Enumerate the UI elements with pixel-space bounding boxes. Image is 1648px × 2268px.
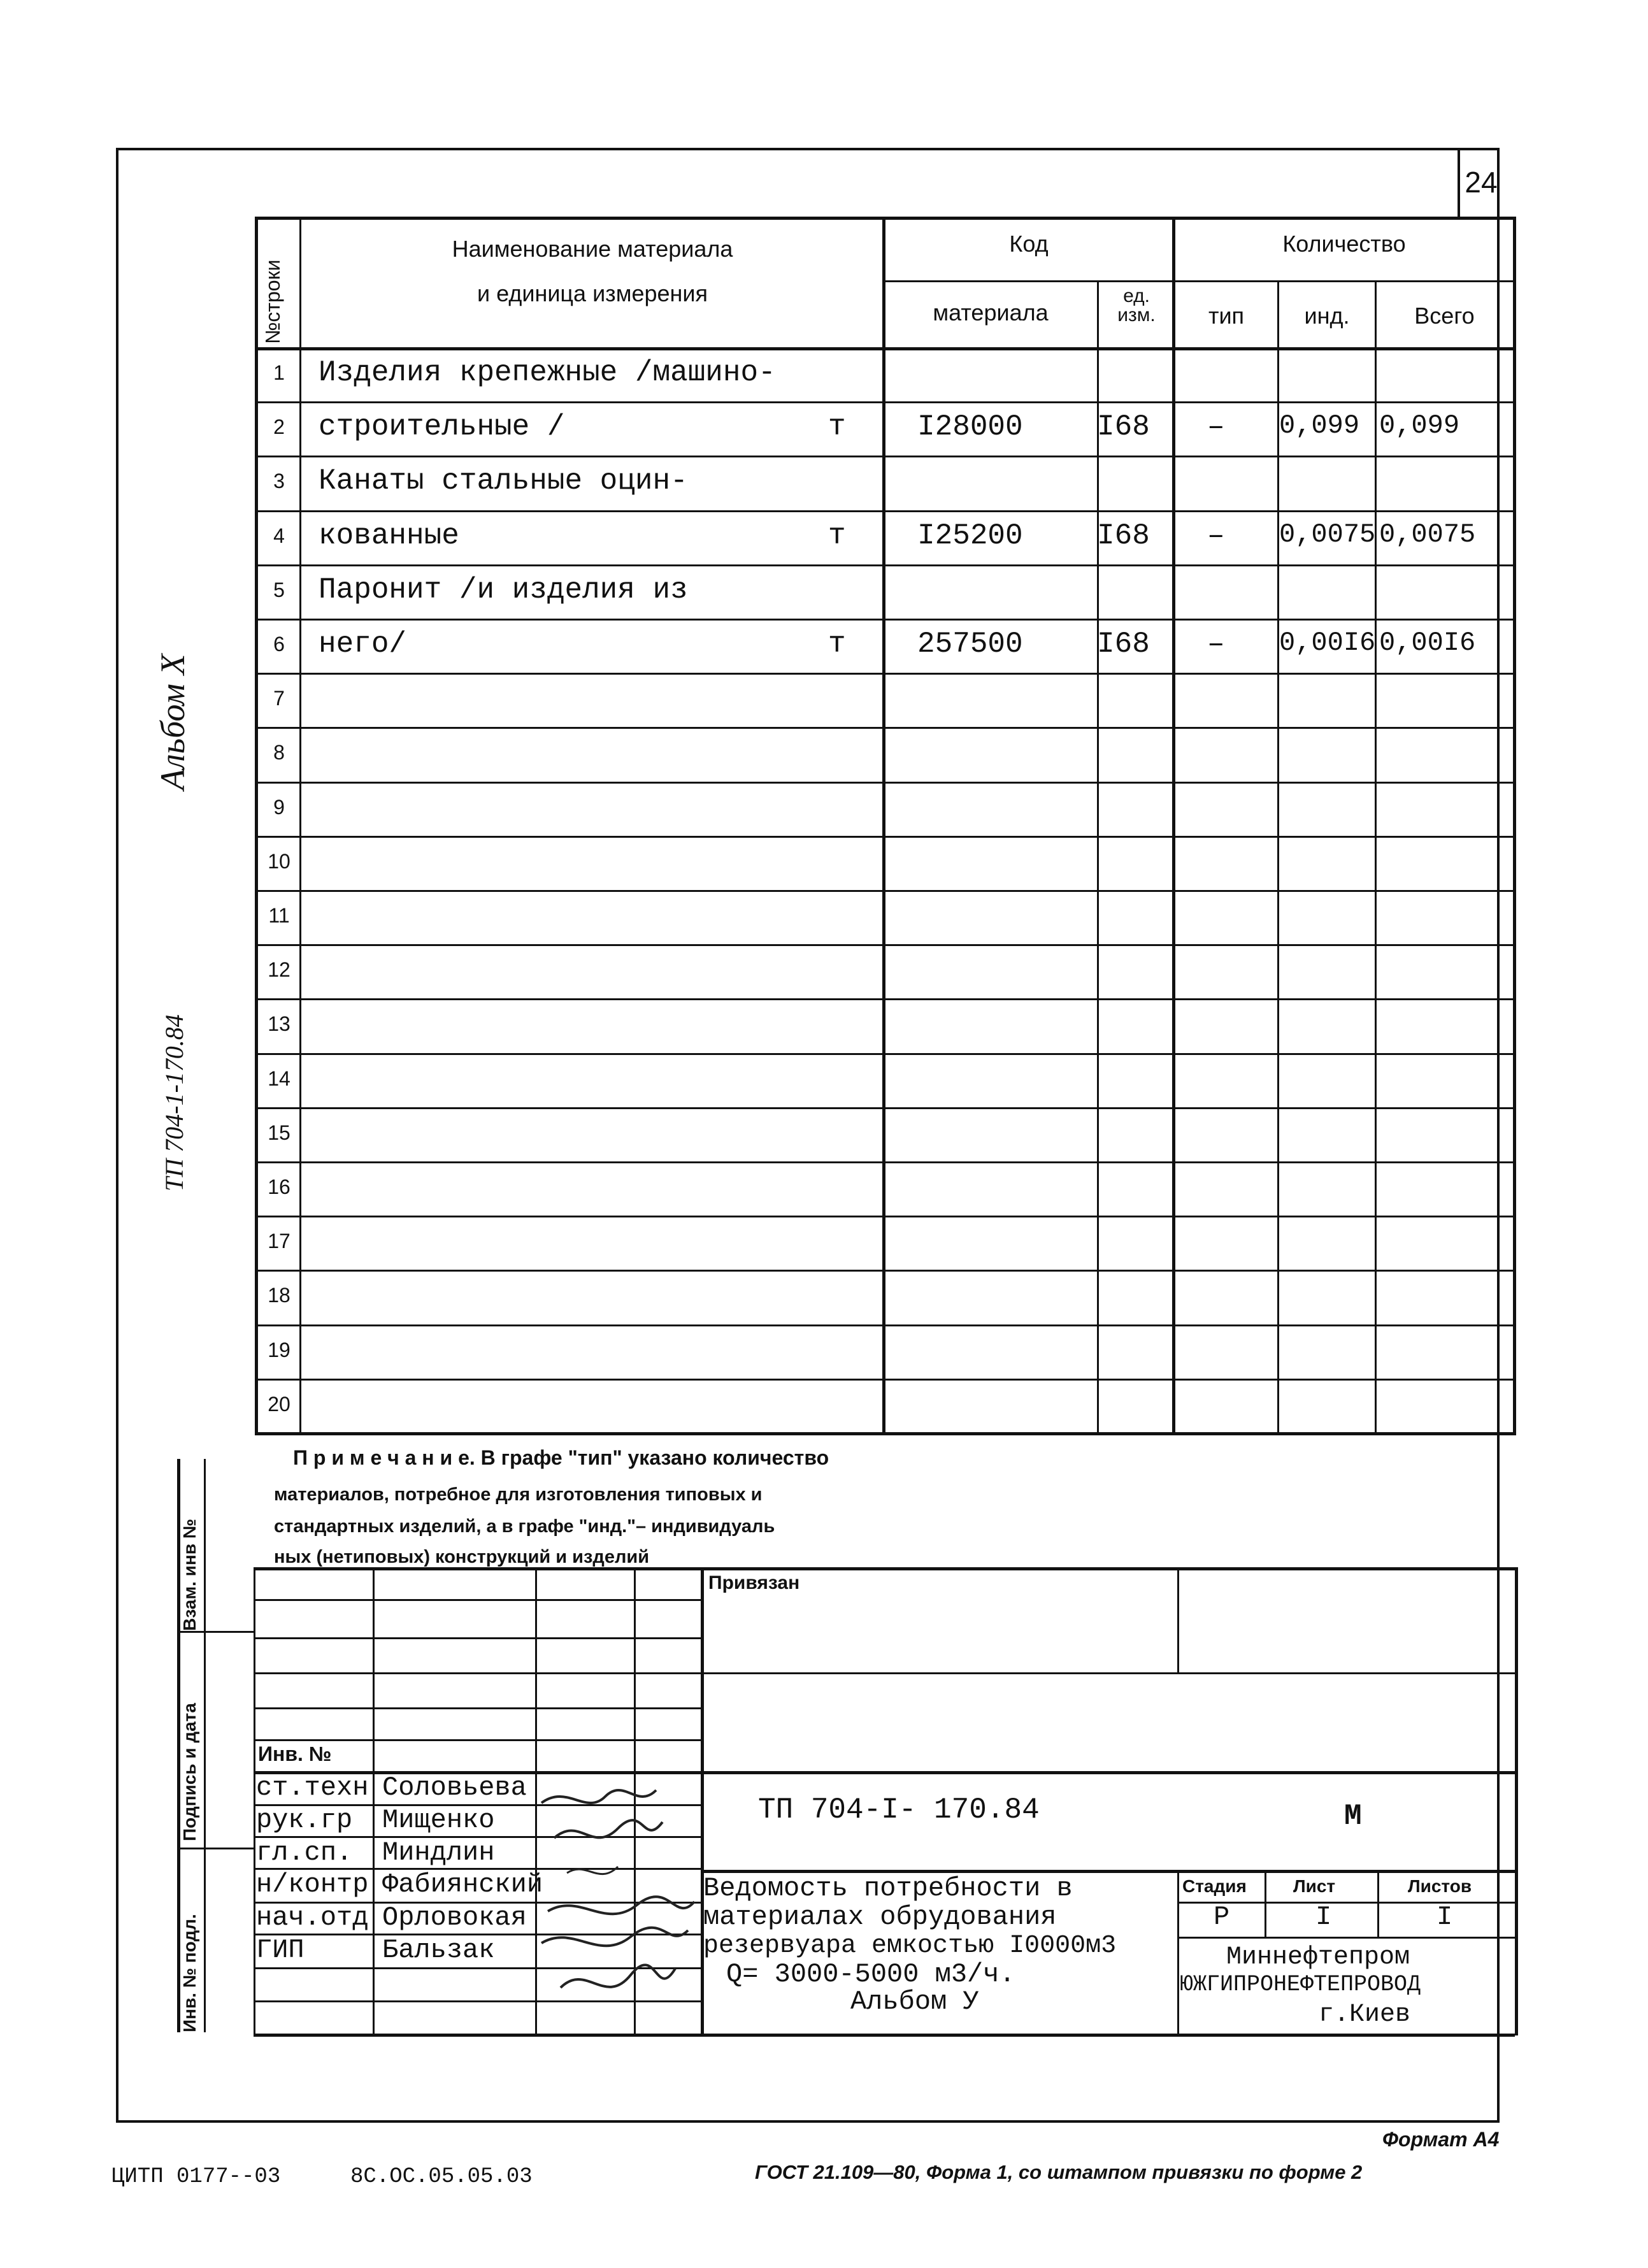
row-separator	[255, 998, 1515, 1000]
material-name: Изделия крепежные /машино-	[319, 356, 776, 389]
unit-code: I68	[1097, 519, 1150, 552]
material-unit: т	[828, 628, 846, 661]
org-line-3: г.Киев	[1319, 2000, 1411, 2029]
header-name-unit: и единица измерения	[476, 280, 708, 306]
row-number: 4	[273, 524, 285, 547]
row-number: 6	[273, 633, 285, 656]
header-code-material: материала	[933, 299, 1049, 326]
qty-ind: 0,0075	[1279, 519, 1376, 550]
material-name: Паронит /и изделия из	[319, 573, 688, 606]
doc-code: ТП 704-I- 170.84	[758, 1793, 1040, 1827]
signer-name: Фабиянский	[382, 1869, 543, 1900]
note-line-1: П р и м е ч а н и е. В графе "тип" указано количество	[293, 1446, 829, 1469]
sheet-value: I	[1315, 1902, 1332, 1932]
sheets-label: Листов	[1408, 1876, 1472, 1896]
title-line-2: материалах обрудования	[703, 1902, 1057, 1932]
qty-ind: 0,00I6	[1279, 628, 1376, 658]
signer-name: Мищенко	[382, 1805, 495, 1835]
material-unit: т	[828, 410, 846, 443]
signature-marks	[529, 1777, 707, 2032]
row-separator	[255, 619, 1515, 621]
stage-label: Стадия	[1182, 1876, 1247, 1896]
unit-code: I68	[1097, 410, 1150, 443]
signer-name: Соловьева	[382, 1772, 527, 1803]
row-separator	[255, 944, 1515, 946]
signer-name: Миндлин	[382, 1837, 495, 1868]
row-number: 3	[273, 470, 285, 492]
privyazan-label: Привязан	[708, 1572, 800, 1593]
side-inv-label: Инв. № подл.	[180, 1914, 199, 2032]
qty-total: 0,0075	[1379, 519, 1476, 550]
title-line-1: Ведомость потребности в	[703, 1873, 1073, 1904]
row-separator	[255, 673, 1515, 675]
sheets-value: I	[1437, 1902, 1453, 1932]
qty-total: 0,00I6	[1379, 628, 1476, 658]
header-qty-total: Всего	[1414, 303, 1475, 329]
material-code: I25200	[917, 519, 1023, 552]
row-separator	[255, 1053, 1515, 1055]
material-name: него/	[319, 628, 407, 661]
signer-role: нач.отд	[256, 1902, 369, 1933]
row-number: 16	[268, 1175, 290, 1198]
row-separator	[255, 401, 1515, 403]
material-name: Канаты стальные оцин-	[319, 464, 688, 498]
signer-role: н/контр	[256, 1869, 369, 1900]
signer-role: гл.сп.	[256, 1837, 353, 1868]
row-number: 9	[273, 796, 285, 819]
row-number: 12	[268, 958, 290, 981]
material-name: кованные	[319, 519, 459, 552]
header-row-number: №строки	[261, 259, 284, 344]
note-line-3: стандартных изделий, а в графе "инд."– индивидуаль	[274, 1516, 775, 1537]
signer-role: рук.гр	[256, 1805, 353, 1835]
unit-code: I68	[1097, 628, 1150, 661]
org-line-2: ЮЖГИПРОНЕФТЕПРОВОД	[1180, 1972, 1421, 1997]
row-separator	[255, 510, 1515, 512]
row-separator	[255, 782, 1515, 784]
row-separator	[255, 890, 1515, 892]
qty-type: –	[1207, 410, 1225, 443]
note-line-2: материалов, потребное для изготовления типовых и	[274, 1484, 763, 1505]
qty-type: –	[1207, 519, 1225, 552]
signer-name: Бальзак	[382, 1935, 495, 1965]
doc-letter: М	[1344, 1800, 1362, 1833]
row-separator	[255, 1216, 1515, 1217]
header-code: Код	[1009, 231, 1049, 257]
row-separator	[255, 456, 1515, 457]
row-separator	[255, 1107, 1515, 1109]
footer-mid-code: 8С.ОС.05.05.03	[350, 2165, 533, 2189]
sheet-label: Лист	[1293, 1876, 1336, 1896]
row-separator	[255, 1324, 1515, 1326]
row-separator	[255, 727, 1515, 729]
row-separator	[255, 836, 1515, 838]
inv-no-label: Инв. №	[258, 1742, 332, 1765]
row-separator	[255, 1379, 1515, 1381]
row-number: 10	[268, 850, 290, 873]
side-album-label: Альбом X	[154, 654, 192, 790]
row-number: 2	[273, 415, 285, 438]
material-code: I28000	[917, 410, 1023, 443]
header-name: Наименование материала	[452, 236, 733, 262]
title-line-3: резервуара емкостью I0000м3	[703, 1932, 1117, 1960]
format-label: Формат А4	[1382, 2128, 1500, 2151]
side-project-code: ТП 704-1-170.84	[160, 1014, 189, 1191]
row-number: 8	[273, 741, 285, 764]
footer-gost: ГОСТ 21.109—80, Форма 1, со штампом привязки по форме 2	[755, 2161, 1363, 2183]
header-code-unit: ед. изм.	[1117, 285, 1156, 326]
qty-ind: 0,099	[1279, 410, 1360, 441]
row-number: 17	[268, 1230, 290, 1252]
stage-value: Р	[1214, 1902, 1230, 1932]
signer-role: ГИП	[256, 1935, 305, 1965]
side-podpis-label: Подпись и дата	[180, 1703, 199, 1841]
row-number: 13	[268, 1012, 290, 1035]
org-line-1: Миннефтепром	[1226, 1943, 1410, 1972]
row-number: 15	[268, 1121, 290, 1144]
row-number: 20	[268, 1393, 290, 1416]
qty-total: 0,099	[1379, 410, 1460, 441]
signer-name: Орловокая	[382, 1902, 527, 1933]
side-vzam-label: Взам. инв №	[180, 1519, 199, 1631]
header-qty-ind: инд.	[1304, 303, 1350, 329]
row-number: 11	[268, 904, 290, 927]
row-separator	[255, 564, 1515, 566]
material-name: строительные /	[319, 410, 565, 443]
footer-left-code: ЦИТП 0177--03	[111, 2165, 281, 2189]
row-separator	[255, 1270, 1515, 1272]
page-number: 24	[1458, 148, 1502, 219]
qty-type: –	[1207, 628, 1225, 661]
row-separator	[255, 1161, 1515, 1163]
row-number: 1	[273, 361, 285, 384]
note-line-4: ных (нетиповых) конструкций и изделий	[274, 1547, 650, 1567]
row-number: 7	[273, 687, 285, 710]
material-unit: т	[828, 519, 846, 552]
row-number: 18	[268, 1284, 290, 1307]
title-line-5: Альбом У	[850, 1986, 979, 2017]
material-code: 257500	[917, 628, 1023, 661]
header-quantity: Количество	[1282, 231, 1406, 257]
title-line-4: Q= 3000-5000 м3/ч.	[726, 1959, 1015, 1990]
row-number: 14	[268, 1067, 290, 1090]
header-qty-type: тип	[1208, 303, 1245, 329]
signer-role: ст.техн	[256, 1772, 369, 1803]
row-number: 19	[268, 1339, 290, 1361]
row-number: 5	[273, 578, 285, 601]
